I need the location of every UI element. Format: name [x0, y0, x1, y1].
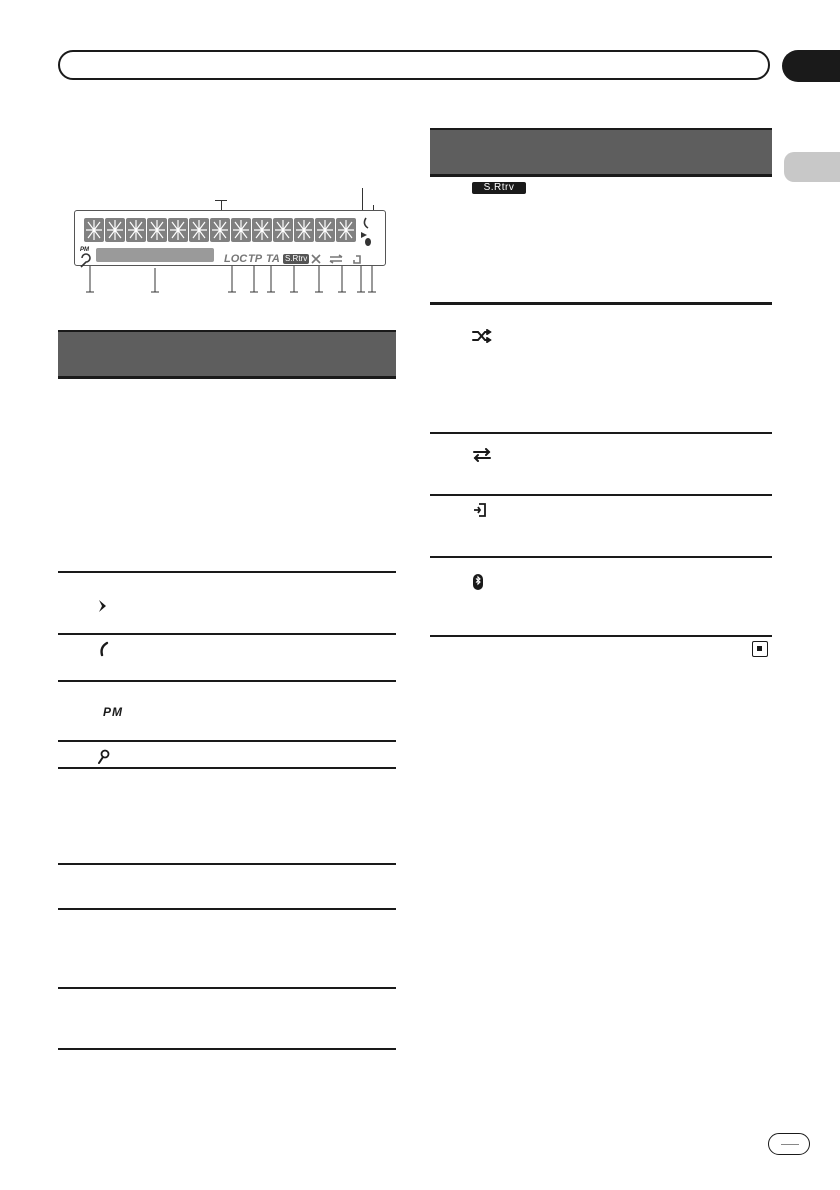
- key-icon: [97, 749, 111, 765]
- row-divider: [430, 556, 772, 558]
- row-divider: [58, 740, 396, 742]
- end-of-section-mark: [752, 641, 768, 657]
- header-bar: [58, 50, 770, 80]
- display-mode-icons: [310, 253, 370, 265]
- page-number-line: [781, 1144, 799, 1145]
- row-divider: [58, 987, 396, 989]
- pm-icon: PM: [103, 705, 123, 719]
- language-tab: [784, 152, 840, 182]
- row-divider: [58, 376, 396, 379]
- device-input-icon: [472, 503, 488, 517]
- row-divider: [58, 908, 396, 910]
- row-divider: [430, 494, 772, 496]
- row-divider: [58, 1048, 396, 1050]
- row-divider: [430, 302, 772, 305]
- row-divider: [58, 571, 396, 573]
- phone-icon: [98, 641, 110, 657]
- bluetooth-icon: [473, 574, 483, 590]
- sretrv-indicator: S.Rtrv: [285, 254, 308, 263]
- row-divider: [58, 863, 396, 865]
- row-divider: [58, 633, 396, 635]
- tp-indicator: TP: [248, 253, 263, 265]
- ta-indicator: TA: [266, 253, 280, 265]
- row-divider: [58, 767, 396, 769]
- sretrv-badge: S.Rtrv: [472, 182, 526, 194]
- loc-indicator: LOC: [224, 253, 248, 265]
- chapter-tab: [782, 50, 840, 82]
- row-divider: [58, 680, 396, 682]
- left-table-header: [58, 330, 396, 378]
- callout-tick: [215, 200, 227, 201]
- pm-indicator: PM: [80, 247, 89, 253]
- repeat-icon: [471, 448, 493, 462]
- shuffle-icon: [471, 329, 493, 343]
- row-divider: [430, 635, 772, 637]
- right-table-header: [430, 128, 772, 176]
- row-divider: [430, 174, 772, 177]
- row-divider: [430, 432, 772, 434]
- arrow-right-icon: [97, 598, 109, 614]
